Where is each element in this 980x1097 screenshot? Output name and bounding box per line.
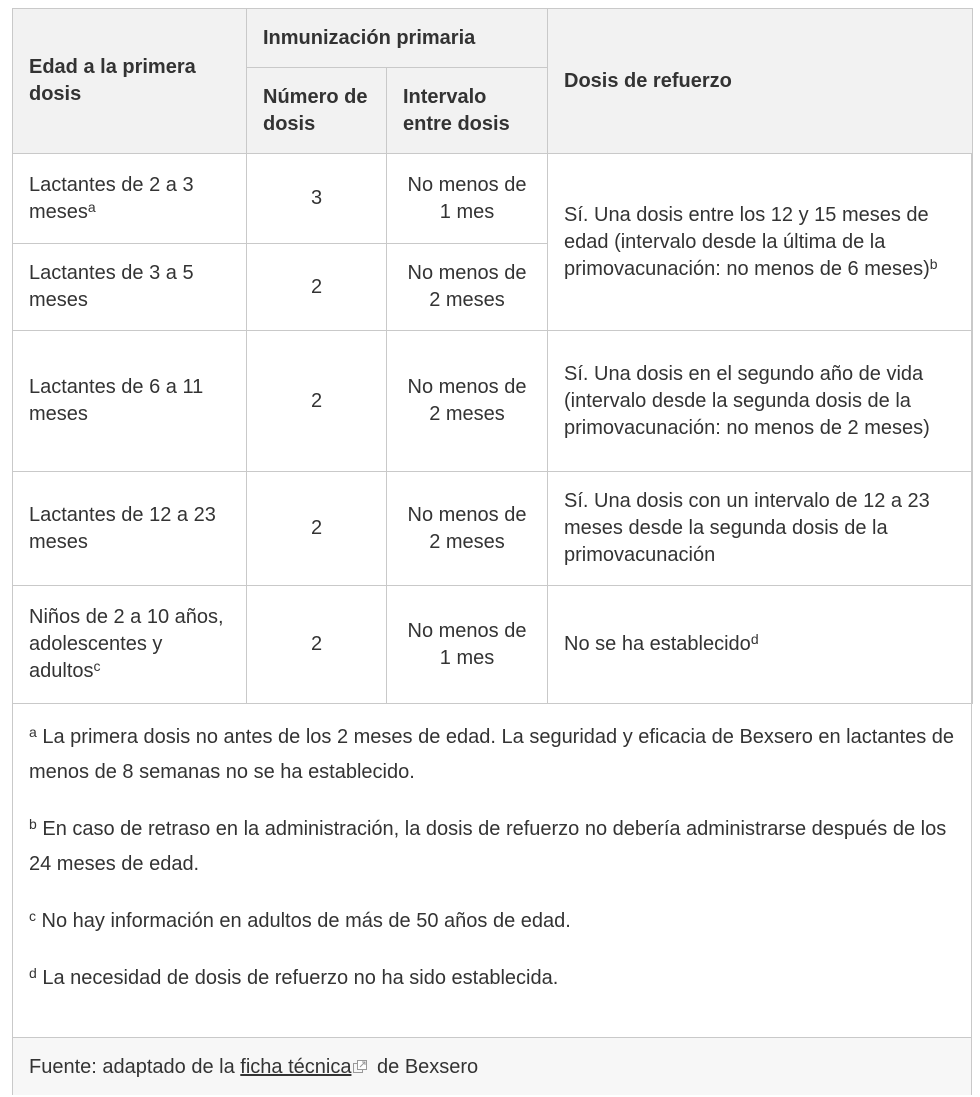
table-row [13,154,973,244]
booster-cell: Sí. Una dosis entre los 12 y 15 meses de edad (intervalo desde la última de la primovacunación: no menos de 6 meses)$^b$ [548,154,973,331]
interval-cell: No menos de 2 meses [387,244,548,331]
table-row [13,586,973,704]
vaccine-schedule-panel [12,8,972,1095]
header-doses: Número de dosis [247,68,387,154]
table-row [13,472,973,586]
footnote: $^a$ La primera dosis no antes de los 2 meses de edad. La seguridad y eficacia de Bexsero en lactantes de menos de 8 semanas no se ha establecido. [29,724,955,783]
age-cell: Lactantes de 12 a 23 meses [13,472,247,586]
doses-cell: 2 [247,586,387,704]
age-cell: Niños de 2 a 10 años, adolescentes y adultos$^c$ [13,586,247,704]
interval-cell: No menos de 1 mes [387,154,548,244]
footnote: $^c$ No hay información en adultos de más de 50 años de edad. [29,908,571,932]
footnotes [13,703,971,1037]
doses-cell: 2 [247,331,387,472]
external-link-icon[interactable] [353,1039,367,1053]
doses-cell: 3 [247,154,387,244]
interval-cell: No menos de 2 meses [387,331,548,472]
booster-cell: Sí. Una dosis en el segundo año de vida (intervalo desde la segunda dosis de la primovacunación: no menos de 2 meses) [548,331,973,472]
table-row [13,331,973,472]
header-interval: Intervalo entre dosis [387,68,548,154]
interval-cell: No menos de 2 meses [387,472,548,586]
source-line [13,1037,971,1095]
doses-cell: 2 [247,244,387,331]
source-prefix: Fuente: adaptado de la [29,1056,241,1078]
booster-cell: Sí. Una dosis con un intervalo de 12 a 23 meses desde la segunda dosis de la primovacunación [548,472,973,586]
age-cell: Lactantes de 3 a 5 meses [13,244,247,331]
source-suffix: de Bexsero [371,1056,479,1078]
booster-cell: No se ha establecido$^d$ [548,586,973,704]
age-cell: Lactantes de 2 a 3 meses$^a$ [13,154,247,244]
footnote: $^b$ En caso de retraso en la administración, la dosis de refuerzo no debería administrarse después de los 24 meses de edad. [29,816,947,875]
schedule-table [12,8,973,704]
header-primary-immunization: Inmunización primaria [247,9,548,68]
age-cell: Lactantes de 6 a 11 meses [13,331,247,472]
ficha-tecnica-link[interactable]: ficha técnica [240,1056,352,1078]
header-booster: Dosis de refuerzo [548,9,973,154]
doses-cell: 2 [247,472,387,586]
footnote: $^d$ La necesidad de dosis de refuerzo no ha sido establecida. [29,965,559,989]
interval-cell: No menos de 1 mes [387,586,548,704]
header-age: Edad a la primera dosis [13,9,247,154]
